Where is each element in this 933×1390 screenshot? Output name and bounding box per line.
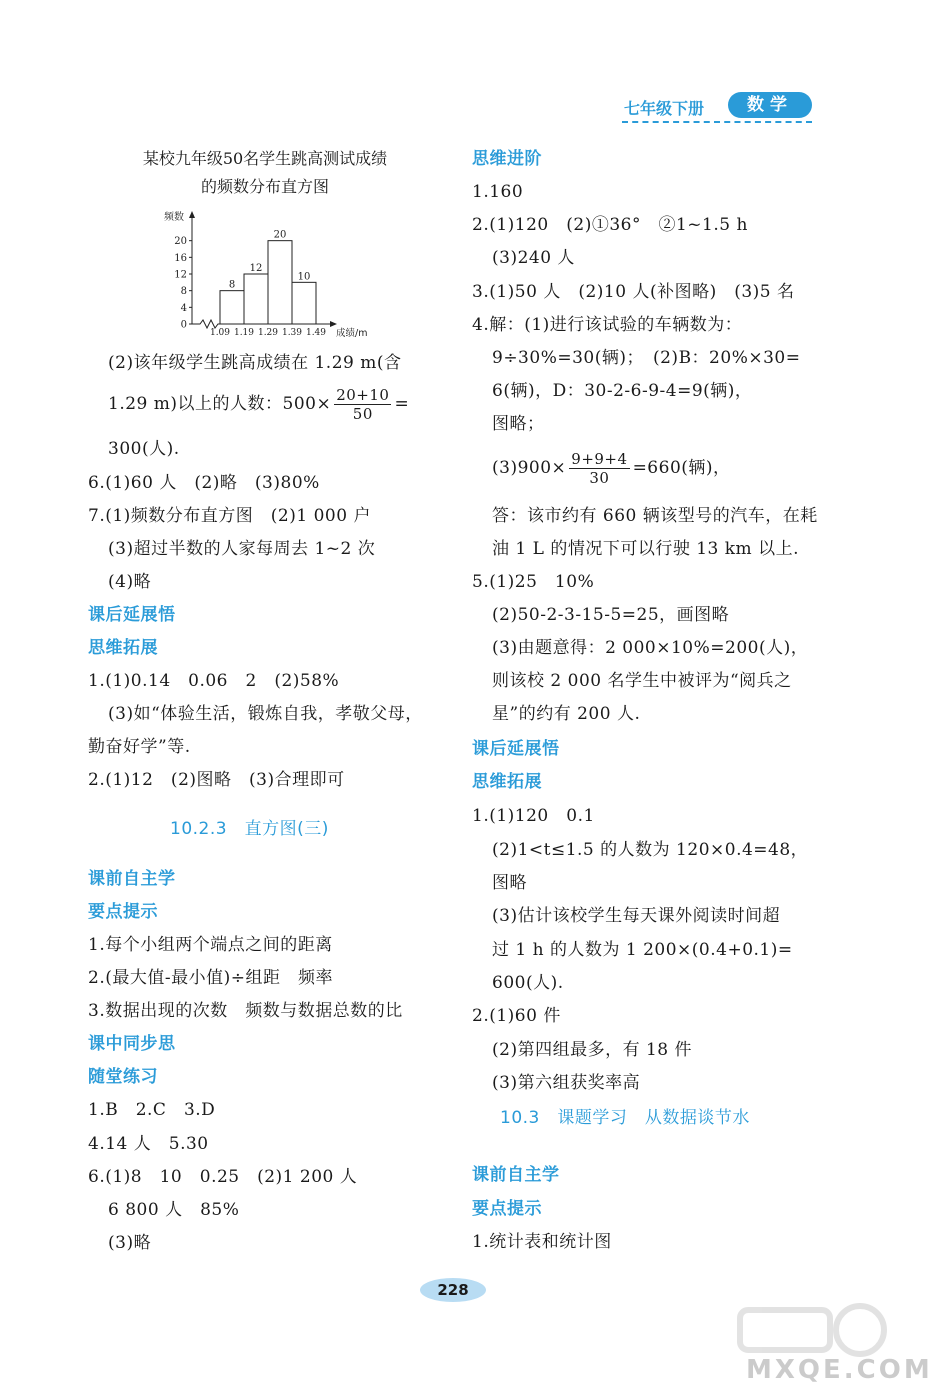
right-line-19: 图略 [492,873,527,893]
right-line-3: (3)240 人 [492,248,575,268]
left-line-2 [108,386,409,423]
left-line-2-pre: 1.29 m)以上的人数：500× [108,394,332,414]
x-tick-label: 1.39 [281,328,303,338]
right-line-5: 4.解：(1)进行该试验的车辆数为： [472,315,743,335]
right-line-16: 星”的约有 200 人. [492,704,641,724]
left-line-1: (2)该年级学生跳高成绩在 1.29 m(含 [108,353,402,373]
heading-class-practice: 随堂练习 [88,1067,158,1087]
left-line-6: (3)超过半数的人家每周去 1~2 次 [108,539,376,559]
heading-thinking-advanced: 思维进阶 [472,149,542,169]
y-tick-label: 4 [180,302,187,314]
right-line-9 [492,450,731,487]
watermark-text: MXQE.COM [746,1355,933,1385]
histogram-bar [268,241,292,324]
subject-label: 数学 [747,95,793,115]
heading-in-class: 课中同步思 [88,1034,176,1054]
y-tick-label: 20 [174,236,187,248]
y-axis-label: 频数 [164,212,184,223]
right-line-4: 3.(1)50 人 (2)10 人(补图略) (3)5 名 [472,282,795,302]
left-line-5: 7.(1)频数分布直方图 (2)1 000 户 [88,506,371,526]
heading-after-class-right: 课后延展悟 [472,739,560,759]
right-line-13: (2)50-2-3-15-5=25，画图略 [492,605,730,625]
frequency-histogram [150,206,380,341]
right-line-11: 油 1 L 的情况下可以行驶 13 km 以上. [492,539,799,559]
heading-after-class: 课后延展悟 [88,605,176,625]
right-line-6: 9÷30%=30(辆)； (2)B：20%×30= [492,348,801,368]
left-line-19: (3)略 [108,1233,152,1253]
right-line-12: 5.(1)25 10% [472,572,595,592]
histogram-bar [220,291,244,324]
heading-thinking-extension: 思维拓展 [88,638,158,658]
left-line-10: 勤奋好学”等. [88,737,191,757]
right-line-18: (2)1<t≤1.5 的人数为 120×0.4=48， [492,840,809,860]
right-line-17: 1.(1)120 0.1 [472,806,595,826]
fraction-1-denominator: 50 [352,405,373,423]
right-line-1: 1.160 [472,182,524,202]
y-tick-label: 8 [180,286,187,298]
left-line-14: 3.数据出现的次数 频数与数据总数的比 [88,1001,403,1021]
fraction-2-numerator: 9+9+4 [571,450,628,468]
left-line-13: 2.(最大值-最小值)÷组距 频率 [88,968,333,988]
left-line-17: 6.(1)8 10 0.25 (2)1 200 人 [88,1167,358,1187]
left-line-3: 300(人). [108,439,180,459]
x-tick-label: 1.29 [257,328,279,338]
left-line-18: 6 800 人 85% [108,1200,240,1220]
histogram-bar [292,282,316,324]
left-line-4: 6.(1)60 人 (2)略 (3)80% [88,473,320,493]
left-line-9: (3)如“体验生活，锻炼自我，孝敬父母， [108,704,423,724]
header-divider [622,121,812,123]
page-number: 228 [437,1281,469,1299]
heading-key-points-right: 要点提示 [472,1199,542,1219]
heading-key-points: 要点提示 [88,902,158,922]
left-line-12: 1.每个小组两个端点之间的距离 [88,935,333,955]
left-line-2-post: = [394,394,410,414]
right-line-22: 600(人). [492,973,564,993]
right-line-23: 2.(1)60 件 [472,1006,561,1026]
left-line-7: (4)略 [108,572,152,592]
heading-pre-class-right: 课前自主学 [472,1165,560,1185]
fraction-2 [569,450,629,487]
y-tick-label: 16 [174,252,187,264]
histogram-bar [244,274,268,324]
y-tick-label: 12 [174,269,187,281]
x-tick-label: 1.49 [305,328,327,338]
right-line-10: 答：该市约有 660 辆该型号的汽车，在耗 [492,506,818,526]
left-line-16: 4.14 人 5.30 [88,1134,209,1154]
right-line-25: (3)第六组获奖率高 [492,1073,641,1093]
heading-thinking-extension-right: 思维拓展 [472,772,542,792]
right-line-21: 过 1 h 的人数为 1 200×(0.4+0.1)= [492,940,793,960]
bar-data-label: 10 [297,271,311,283]
left-line-8: 1.(1)0.14 0.06 2 (2)58% [88,671,340,691]
bar-data-label: 12 [249,263,263,274]
section-title-histogram-3: 10.2.3 直方图(三) [170,819,329,839]
fraction-2-denominator: 30 [589,469,610,487]
left-line-11: 2.(1)12 (2)图略 (3)合理即可 [88,770,345,790]
x-tick-label: 1.19 [233,328,255,338]
right-line-2: 2.(1)120 (2)①36° ②1~1.5 h [472,215,748,235]
grade-label: 七年级下册 [624,99,705,118]
x-axis-label: 成绩/m [336,328,368,339]
y-tick-label: 0 [180,319,187,331]
fraction-1 [334,386,391,423]
bar-data-label: 8 [228,279,236,291]
right-line-7: 6(辆)，D：30-2-6-9-4=9(辆)， [492,381,753,401]
y-axis-arrow [189,211,195,218]
left-line-15: 1.B 2.C 3.D [88,1100,216,1120]
right-line-9-pre: (3)900× [492,458,567,478]
chart-title-line-1: 某校九年级50名学生跳高测试成绩 [142,149,388,168]
section-title-water-saving: 10.3 课题学习 从数据谈节水 [500,1108,750,1128]
heading-pre-class: 课前自主学 [88,869,176,889]
bar-data-label: 20 [273,229,287,241]
right-line-9-post: =660(辆)， [632,458,731,478]
chart-title-line-2: 的频数分布直方图 [200,177,329,196]
fraction-1-numerator: 20+10 [336,386,390,404]
x-tick-label: 1.09 [209,328,231,338]
right-line-20: (3)估计该校学生每天课外阅读时间超 [492,906,781,926]
x-axis-arrow [330,321,337,327]
right-line-14: (3)由题意得：2 000×10%=200(人)， [492,638,809,658]
right-line-8: 图略； [492,414,545,434]
right-line-26: 1.统计表和统计图 [472,1232,612,1252]
right-line-15: 则该校 2 000 名学生中被评为“阅兵之 [492,671,792,691]
right-line-24: (2)第四组最多，有 18 件 [492,1040,693,1060]
